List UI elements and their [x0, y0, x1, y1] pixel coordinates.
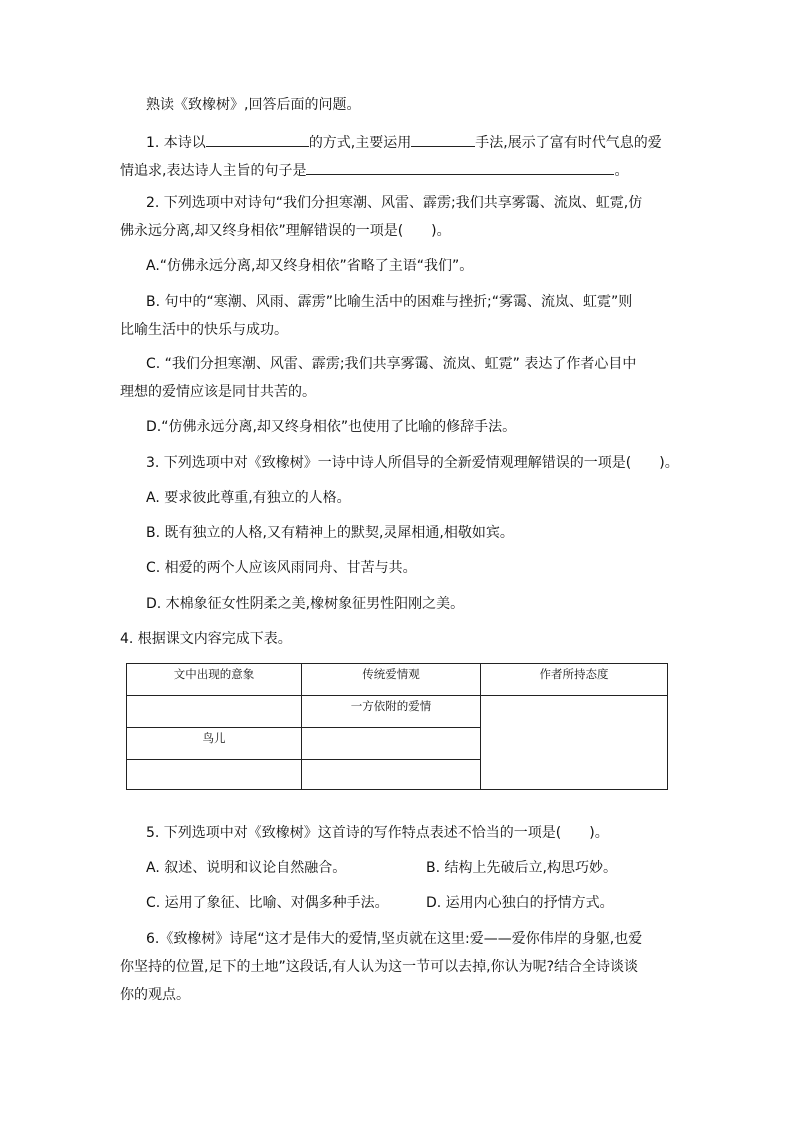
- table-cell-traditional-1: 一方依附的爱情: [302, 696, 481, 728]
- table-cell-traditional-2[interactable]: [302, 728, 481, 760]
- question-6-line3: 你的观点。: [120, 987, 190, 1003]
- q3-option-b: B. 既有独立的人格,又有精神上的默契,灵犀相通,相敬如宾。: [146, 525, 514, 541]
- q1-line2-text: 情追求,表达诗人主旨的句子是: [120, 163, 307, 179]
- q3-option-a: A. 要求彼此尊重,有独立的人格。: [146, 490, 351, 506]
- table-cell-imagery-3[interactable]: [127, 760, 302, 790]
- q1-text-part1: 1. 本诗以: [146, 135, 206, 151]
- q5-option-a: A. 叙述、说明和议论自然融合。: [146, 860, 347, 876]
- question-1: [146, 131, 662, 153]
- table-header-row: [127, 664, 668, 696]
- table-header-traditional-view: 传统爱情观: [302, 664, 481, 696]
- q2-option-a: A.“仿佛永远分离,却又终身相依”省略了主语“我们”。: [146, 258, 474, 274]
- q3-option-d: D. 木棉象征女性阴柔之美,橡树象征男性阳刚之美。: [146, 596, 465, 612]
- question-2-line1: 2. 下列选项中对诗句“我们分担寒潮、风雷、霹雳;我们共享雾霭、流岚、虹霓,仿: [146, 195, 643, 211]
- q1-blank-1[interactable]: [206, 131, 309, 147]
- question-4-stem: 4. 根据课文内容完成下表。: [120, 631, 292, 647]
- imagery-table: [126, 663, 668, 790]
- q5-option-c: C. 运用了象征、比喻、对偶多种手法。: [146, 895, 389, 911]
- q1-text-part2: 的方式,主要运用: [308, 135, 412, 151]
- q2-option-d: D.“仿佛永远分离,却又终身相依”也使用了比喻的修辞手法。: [146, 419, 517, 435]
- table-header-author-attitude: 作者所持态度: [481, 664, 668, 696]
- q2-option-b-line2: 比喻生活中的快乐与成功。: [120, 322, 288, 338]
- intro-text: 熟读《致橡树》,回答后面的问题。: [146, 97, 361, 113]
- q2-option-b-line1: B. 句中的“寒潮、风雨、霹雳”比喻生活中的困难与挫折;“雾霭、流岚、虹霓”则: [146, 294, 633, 310]
- question-6-line1: 6.《致橡树》诗尾“这才是伟大的爱情,坚贞就在这里:爱——爱你伟岸的身躯,也爱: [146, 931, 643, 947]
- q1-text-part3: 手法,展示了富有时代气息的爱: [475, 135, 662, 151]
- question-3-stem: 3. 下列选项中对《致橡树》一诗中诗人所倡导的全新爱情观理解错误的一项是( )。: [146, 455, 679, 471]
- q2-option-c-line2: 理想的爱情应该是同甘共苦的。: [120, 384, 316, 400]
- question-1-line2: [120, 159, 628, 181]
- table-cell-attitude-merged[interactable]: [481, 696, 668, 790]
- table-header-imagery: 文中出现的意象: [127, 664, 302, 696]
- q2-option-c-line1: C. “我们分担寒潮、风雷、霹雳;我们共享雾霭、流岚、虹霓” 表达了作者心目中: [146, 356, 637, 372]
- q5-option-d: D. 运用内心独白的抒情方式。: [426, 895, 614, 911]
- q1-blank-3[interactable]: [306, 159, 614, 175]
- table-cell-traditional-3[interactable]: [302, 760, 481, 790]
- table-cell-imagery-2: 鸟儿: [127, 728, 302, 760]
- table-cell-imagery-1[interactable]: [127, 696, 302, 728]
- q5-option-b: B. 结构上先破后立,构思巧妙。: [426, 860, 617, 876]
- table-row: [127, 696, 668, 728]
- q1-blank-2[interactable]: [411, 131, 475, 147]
- q3-option-c: C. 相爱的两个人应该风雨同舟、甘苦与共。: [146, 560, 417, 576]
- question-2-line2: 佛永远分离,却又终身相依”理解错误的一项是( )。: [120, 223, 451, 239]
- q1-line2-end: 。: [614, 163, 629, 179]
- question-6-line2: 你坚持的位置,足下的土地”这段话,有人认为这一节可以去掉,你认为呢?结合全诗谈谈: [120, 959, 639, 975]
- question-5-stem: 5. 下列选项中对《致橡树》这首诗的写作特点表述不恰当的一项是( )。: [146, 825, 609, 841]
